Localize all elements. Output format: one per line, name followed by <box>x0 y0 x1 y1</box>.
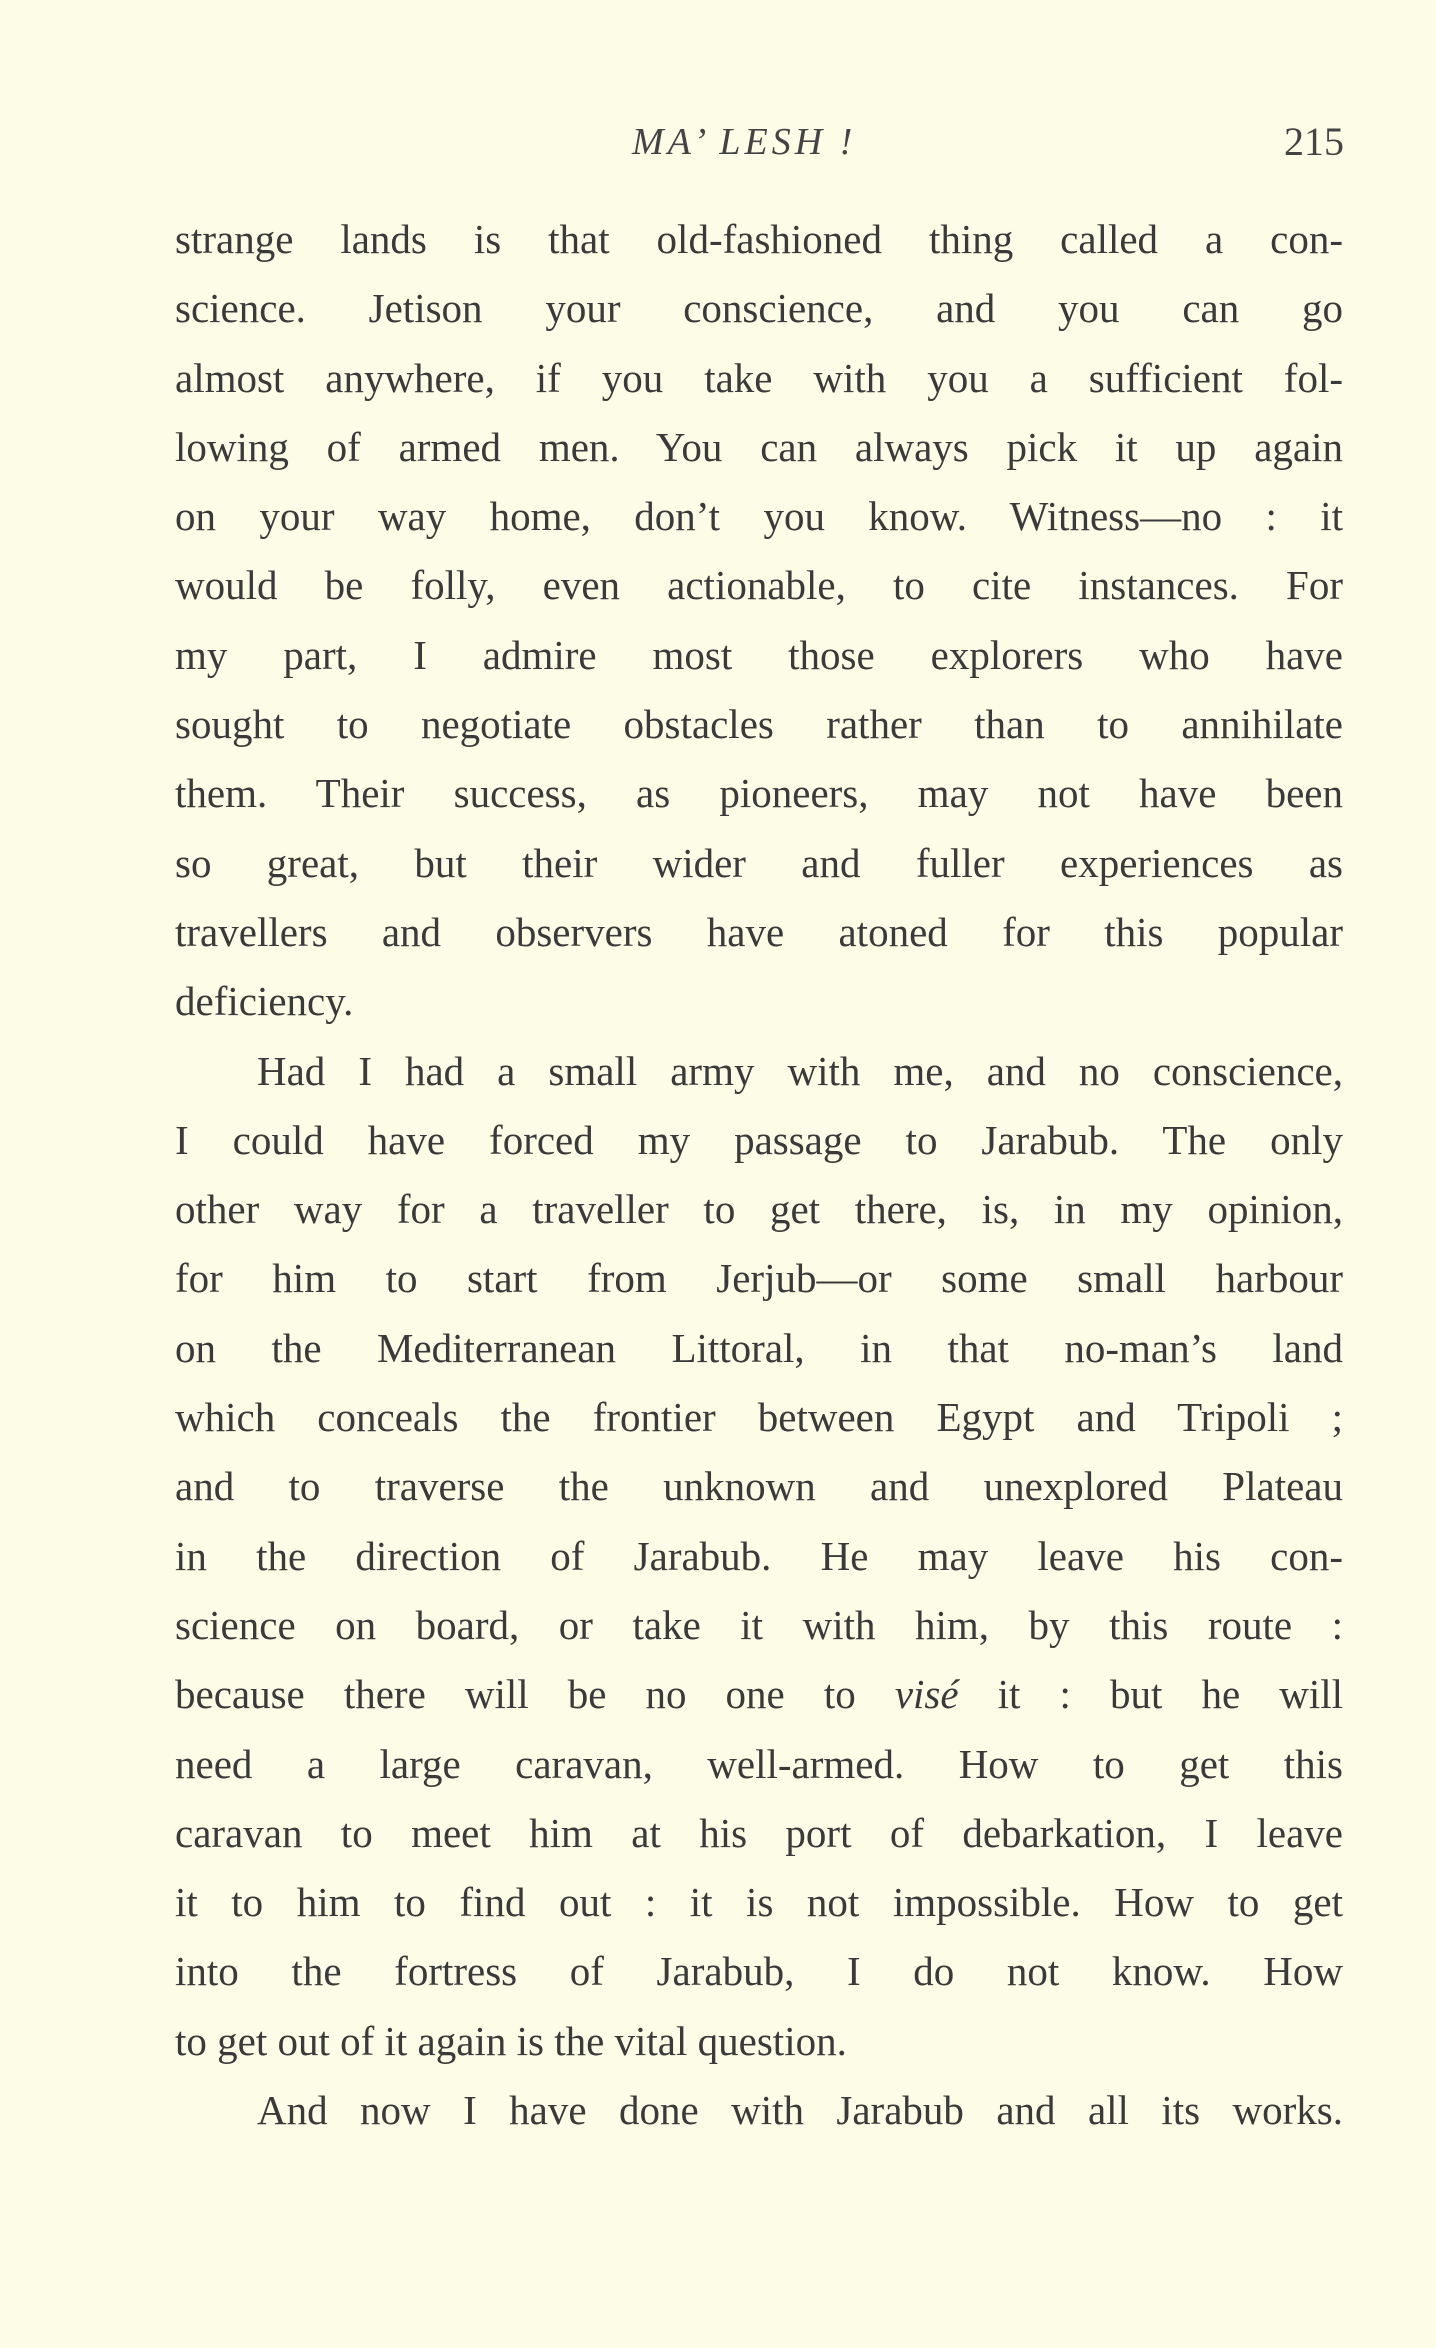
text-line: my part, I admire most those explorers who have <box>175 631 1343 678</box>
italic-word: visé <box>894 1671 959 1718</box>
running-title: MA’ LESH ! <box>632 121 857 163</box>
text-line: on the Mediterranean Littoral, in that no-man’s land <box>175 1324 1343 1371</box>
text-line-with-italic <box>175 1660 1343 1729</box>
text-line: and to traverse the unknown and unexplored Plateau <box>175 1463 1343 1510</box>
text-line: to get out of it again is the vital question. <box>175 2017 847 2064</box>
text-line: almost anywhere, if you take with you a sufficient fol- <box>175 354 1343 401</box>
text-line: into the fortress of Jarabub, I do not know. How <box>175 1948 1343 1995</box>
text-line: other way for a traveller to get there, is, in my opinion, <box>175 1186 1343 1233</box>
text-line: And now I have done with Jarabub and all its works. <box>257 2087 1343 2134</box>
text-line: I could have forced my passage to Jarabub. The only <box>175 1116 1343 1163</box>
text-line: Had I had a small army with me, and no conscience, <box>257 1047 1343 1094</box>
running-head <box>0 112 1436 172</box>
text-line: would be folly, even actionable, to cite instances. For <box>175 562 1343 609</box>
text-line: travellers and observers have atoned for this popular <box>175 908 1343 955</box>
body-text <box>175 205 1343 2145</box>
text-line-head: because there will be no one to <box>175 1671 895 1718</box>
text-line: lowing of armed men. You can always pick it up again <box>175 423 1343 470</box>
page-number: 215 <box>1284 119 1344 164</box>
text-line: sought to negotiate obstacles rather than to annihilate <box>175 701 1343 748</box>
text-line: caravan to meet him at his port of debarkation, I leave <box>175 1809 1343 1856</box>
text-line: which conceals the frontier between Egypt and Tripoli ; <box>175 1394 1343 1441</box>
text-line: so great, but their wider and fuller experiences as <box>175 839 1343 886</box>
text-line: in the direction of Jarabub. He may leave his con- <box>175 1532 1343 1579</box>
text-line: on your way home, don’t you know. Witness—no : it <box>175 493 1343 540</box>
text-line: science on board, or take it with him, by this route : <box>175 1601 1343 1648</box>
text-line: them. Their success, as pioneers, may not have been <box>175 770 1343 817</box>
text-line: deficiency. <box>175 978 354 1025</box>
text-line: science. Jetison your conscience, and you can go <box>175 285 1343 332</box>
text-line: for him to start from Jerjub—or some small harbour <box>175 1255 1343 1302</box>
text-line-tail: it : but he will <box>958 1671 1343 1718</box>
text-line: need a large caravan, well-armed. How to get this <box>175 1740 1343 1787</box>
text-line: it to him to find out : it is not impossible. How to get <box>175 1879 1343 1926</box>
text-line: strange lands is that old-fashioned thing called a con- <box>175 216 1343 262</box>
